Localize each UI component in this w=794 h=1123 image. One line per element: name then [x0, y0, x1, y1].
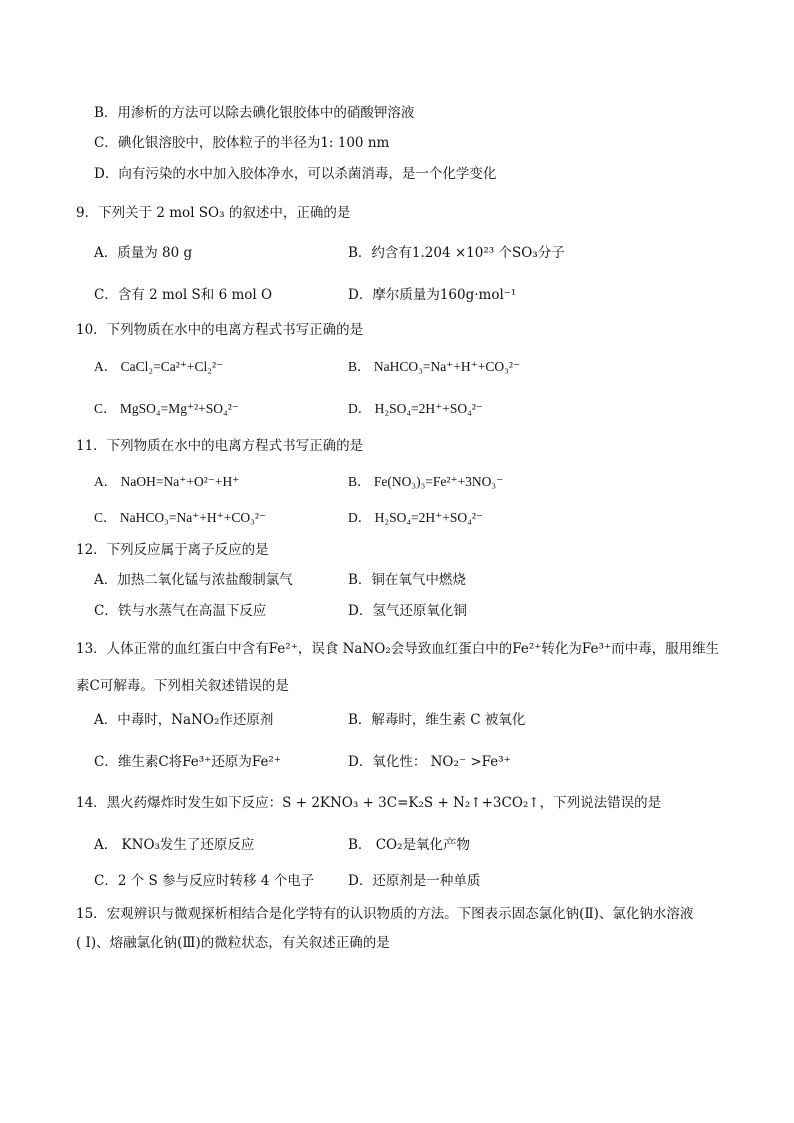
- question-11-stem: 11．下列物质在水中的电离方程式书写正确的是: [76, 438, 364, 454]
- q11-option-c: C． NaHCO₃=Na⁺+H⁺+CO₃²⁻: [94, 510, 267, 525]
- q12-option-c: C．铁与水蒸气在高温下反应: [94, 603, 267, 619]
- option-b-dialysis: B．用渗析的方法可以除去碘化银胶体中的硝酸钾溶液: [94, 105, 415, 121]
- q12-option-a: A．加热二氧化锰与浓盐酸制氯气: [94, 572, 293, 588]
- question-15-stem-line2: ( I)、熔融氯化钠(Ⅲ)的微粒状态，有关叙述正确的是: [76, 935, 390, 951]
- question-12-stem: 12．下列反应属于离子反应的是: [76, 542, 269, 558]
- q10-option-a: A． CaCl₂=Ca²⁺+Cl₂²⁻: [94, 359, 224, 374]
- q11-option-a: A． NaOH=Na⁺+O²⁻+H⁺: [94, 474, 240, 489]
- q11-option-b: B． Fe(NO₃)₃=Fe²⁺+3NO₃⁻: [348, 474, 504, 489]
- q12-option-b: B．铜在氧气中燃烧: [348, 572, 466, 588]
- q14-option-b: B． CO₂是氧化产物: [348, 837, 471, 853]
- q14-option-c: C．2 个 S 参与反应时转移 4 个电子: [94, 873, 315, 889]
- q9-option-d: D．摩尔质量为160g·mol⁻¹: [348, 287, 517, 303]
- q9-option-a: A．质量为 80 g: [94, 245, 193, 261]
- option-d-water-purification: D．向有污染的水中加入胶体净水，可以杀菌消毒，是一个化学变化: [94, 166, 497, 182]
- q12-option-d: D．氢气还原氧化铜: [348, 603, 467, 619]
- q10-option-b: B． NaHCO₃=Na⁺+H⁺+CO₃²⁻: [348, 359, 521, 374]
- question-13-stem-line2: 素C可解毒。下列相关叙述错误的是: [76, 678, 289, 694]
- q9-option-b: B．约含有1.204 ×10²³ 个SO₃分子: [348, 245, 565, 261]
- q14-option-d: D．还原剂是一种单质: [348, 873, 481, 889]
- q10-option-c: C． MgSO₄=Mg⁺²+SO₄²⁻: [94, 401, 239, 416]
- q10-option-d: D． H₂SO₄=2H⁺+SO₄²⁻: [348, 401, 484, 416]
- question-14-stem: 14．黑火药爆炸时发生如下反应：S + 2KNO₃ + 3C=K₂S + N₂↑+3CO₂↑，下列说法错误的是: [76, 795, 662, 811]
- q13-option-a: A．中毒时，NaNO₂作还原剂: [94, 712, 274, 728]
- question-9-stem: 9．下列关于 2 mol SO₃ 的叙述中，正确的是: [76, 205, 351, 221]
- q11-option-d: D． H₂SO₄=2H⁺+SO₄²⁻: [348, 510, 484, 525]
- q13-option-d: D．氧化性： NO₂⁻ >Fe³⁺: [348, 754, 511, 770]
- question-10-stem: 10．下列物质在水中的电离方程式书写正确的是: [76, 322, 364, 338]
- option-c-colloid-radius: C．碘化银溶胶中，胶体粒子的半径为1: 100 nm: [94, 135, 390, 151]
- q13-option-b: B．解毒时，维生素 C 被氧化: [348, 712, 526, 728]
- q13-option-c: C．维生素C将Fe³⁺还原为Fe²⁺: [94, 754, 281, 770]
- q14-option-a: A． KNO₃发生了还原反应: [94, 837, 255, 853]
- question-15-stem-line1: 15．宏观辨识与微观探析相结合是化学特有的认识物质的方法。下图表示固态氯化钠(Ⅱ)、氯化钠水溶液: [76, 906, 694, 922]
- q9-option-c: C．含有 2 mol S和 6 mol O: [94, 287, 273, 303]
- question-13-stem-line1: 13．人体正常的血红蛋白中含有Fe²⁺，误食 NaNO₂会导致血红蛋白中的Fe²⁺转化为Fe³⁺而中毒，服用维生: [76, 641, 720, 657]
